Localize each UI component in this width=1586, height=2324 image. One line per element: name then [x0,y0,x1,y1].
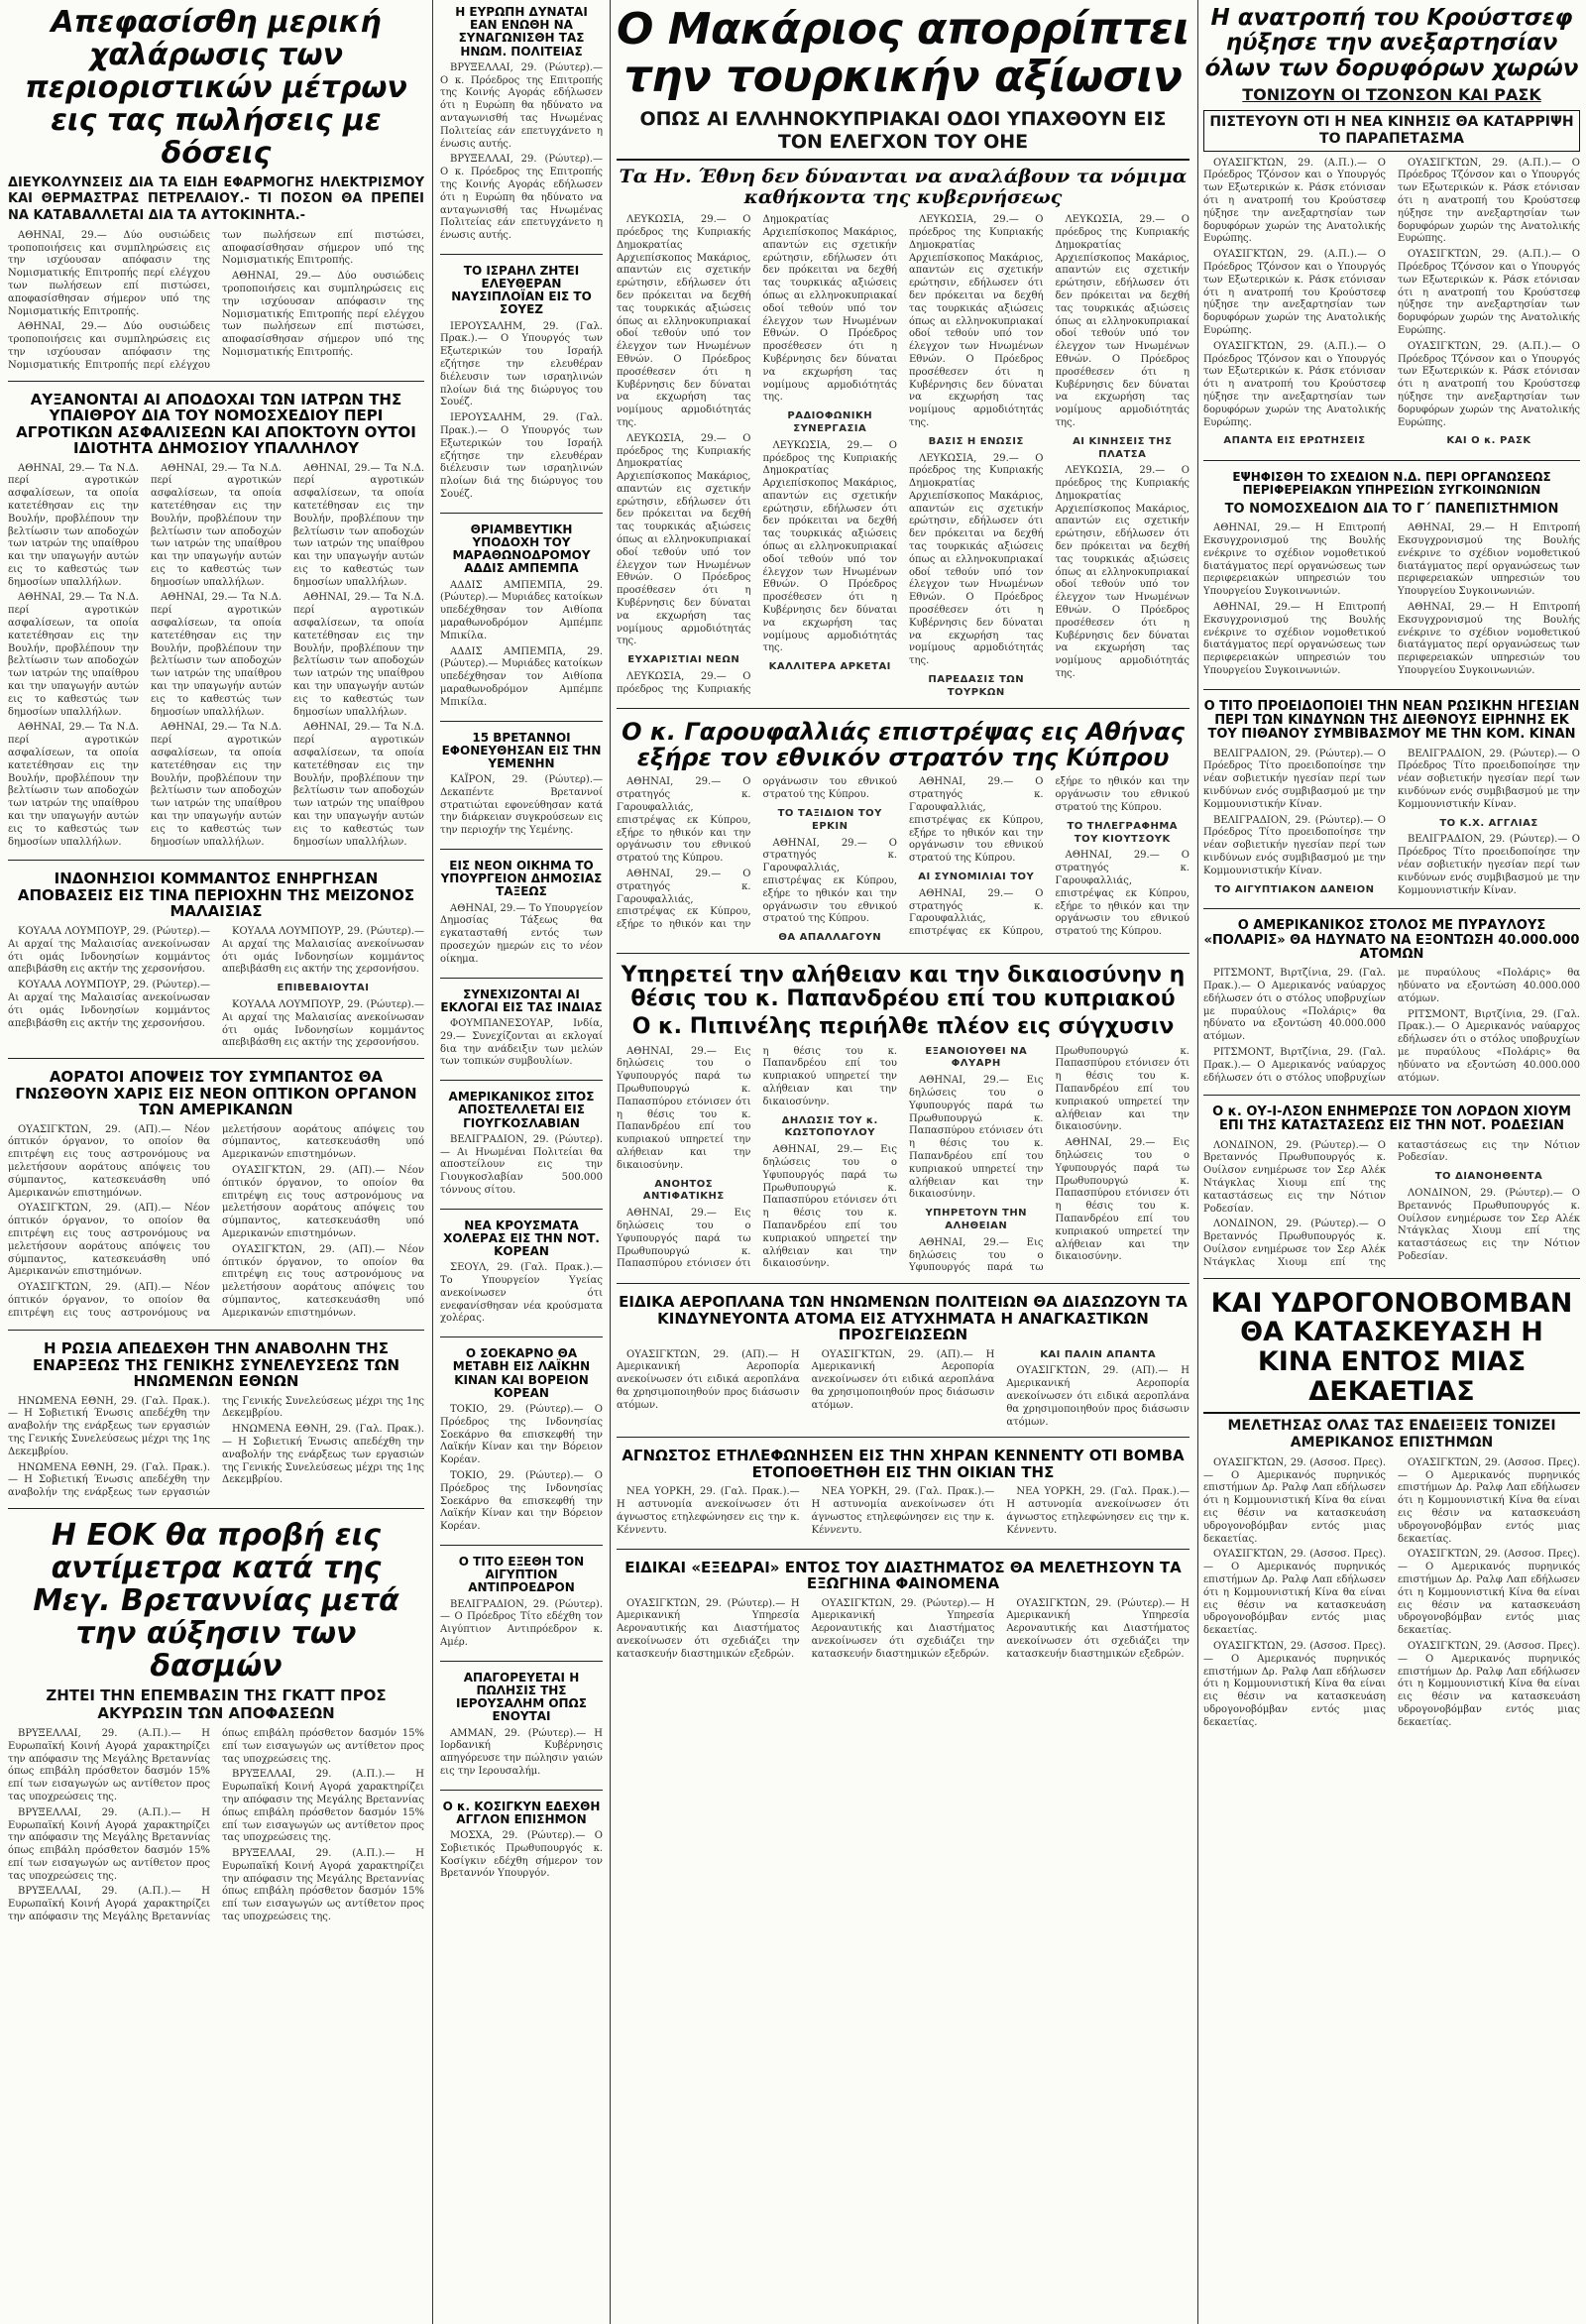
paragraph: ΦΟΥΜΠΑΝΕΣΟΥΑΡ, Ινδία, 29.— Συνεχίζονται αι εκλογαί δια την ανάδειξιν των μελών των τοπικών συμβουλίων. [440,1018,603,1068]
paragraph: ΗΝΩΜΕΝΑ ΕΘΝΗ, 29. (Γαλ. Πρακ.).— Η Σοβιετική Ένωσις απεδέχθη την αναβολήν της ενάρξεως των εργασιών της Γενικής Συνελεύσεως μέχρι της 1ης Δεκεμβρίου. [222,1424,424,1486]
paragraph: ΑΘΗΝΑΙ, 29.— Εις δηλώσεις του ο Υφυπουργός παρά τω Πρωθυπουργώ κ. Παπασπύρου ετόνισεν ότι η θέσις του κ. Παπανδρέου επί του κυπριακού υπηρετεί την αλήθειαν και την δικαιοσύνην. [909,1075,1044,1201]
article-body [440,1018,603,1069]
paragraph: ΑΘΗΝΑΙ, 29.— Η Επιτροπή Εκσυγχρονισμού της Βουλής ενέκρινε το σχέδιον νομοθετικού διατάγματος περί οργανώσεως των περιφερειακών υπηρεσιών του Υπουργείου Συγκοινωνιών. [1203,523,1386,598]
headline: Ο κ. ΟΥ-Ι-ΛΣΟΝ ΕΝΗΜΕΡΩΣΕ ΤΟΝ ΛΟΡΔΟΝ ΧΙΟΥΜ ΕΠΙ ΤΗΣ ΚΑΤΑΣΤΑΣΕΩΣ ΕΙΣ ΤΗΝ ΝΟΤ. ΡΟΔΕΣΙΑΝ [1212,1104,1571,1134]
paragraph: ΒΡΥΞΕΛΛΑΙ, 29. (Α.Π.).— Η Ευρωπαϊκή Κοινή Αγορά χαρακτηρίζει την απόφασιν της Μεγάλης Βρεταννίας όπως επιβάλη πρόσθετον δασμόν 15% επί των εισαγωγών ως αντίθετον προς τας υποχρεώσεις της. [8,1727,210,1802]
paragraph: ΑΘΗΝΑΙ, 29.— Δύο ουσιώδεις τροποποιήσεις και συμπληρώσεις εις την ισχύουσαν απόφασιν της Νομισματικής Επιτροπής περί ελέγχου των πωλήσεων επί πιστώσει, αποφασίσθησαν σήμερον υπό της Νομισματικής Επιτροπής. [8,229,424,371]
headline: ΕΙΔΙΚΑ ΑΕΡΟΠΛΑΝΑ ΤΩΝ ΗΝΩΜΕΝΩΝ ΠΟΛΙΤΕΙΩΝ ΘΑ ΔΙΑΣΩΖΟΥΝ ΤΑ ΚΙΝΔΥΝΕΥΟΝΤΑ ΑΤΟΜΑ ΕΙΣ ΑΤΥΧΗΜΑΤΑ Η ΑΝΑΓΚΑΣΤΙΚΩΝ ΠΡΟΣΓΕΙΩΣΕΩΝ [619,1293,1188,1344]
article-installments [8,6,424,382]
subhead: ΕΠΙΒΕΒΑΙΟΥΤΑΙ [277,983,370,994]
paragraph: ΑΘΗΝΑΙ, 29.— Τα Ν.Δ. περί αγροτικών ασφαλίσεων, τα οποία κατετέθησαν εις την Βουλήν, προβλέπουν την βελτίωσιν των αποδοχών των ιατρών της υπαίθρου και την υπαγωγήν αυτών εις το καθεστώς των δημοσίων υπαλλήλων. [151,722,282,848]
article-body [617,776,1190,945]
paragraph: ΚΟΥΑΛΑ ΛΟΥΜΠΟΥΡ, 29. (Ρώυτερ).— Αι αρχαί της Μαλαισίας ανεκοίνωσαν ότι ομάς Ινδονησίων κομμάντος απεβιβάσθη εις ακτήν της χερσονήσου. [222,998,424,1049]
subhead: ΘΑ ΑΠΑΛΛΑΓΟΥΝ [778,932,882,944]
paragraph: ΛΟΝΔΙΝΟΝ, 29. (Ρώυτερ).— Ο Βρεταννός Πρωθυπουργός κ. Ουίλσον ενημέρωσε τον Σερ Αλέκ Ντάγκλας Χιουμ επί της καταστάσεως εις την Νότιον Ροδεσίαν. [1398,1187,1580,1262]
paragraph: ΑΘΗΝΑΙ, 29.— Ο στρατηγός κ. Γαρουφαλλιάς, επιστρέψας εκ Κύπρου, εξήρε το ηθικόν και την οργάνωσιν του εθνικού στρατού της Κύπρου. [909,776,1044,865]
paragraph: ΡΙΤΣΜΟΝΤ, Βιρτζίνια, 29. (Γαλ. Πρακ.).— Ο Αμερικανός ναύαρχος εδήλωσεν ότι ο στόλος υποβρυχίων με πυραύλους «Πολάρις» θα ηδύνατο να εξοντώση 40.000.000 ατόμων. [1203,968,1580,1084]
paragraph: ΟΥΑΣΙΓΚΤΩΝ, 29. (ΑΠ).— Νέον όπτικόν όργανον, το οποίον θα επιτρέψη εις τους αστρονόμους να μελετήσουν αοράτους απόψεις του σύμπαντος, κατεσκευάσθη υπό Αμερικανών επιστημόνων. [222,1164,424,1239]
article-body [440,580,603,710]
headline: ΘΡΙΑΜΒΕΥΤΙΚΗ ΥΠΟΔΟΧΗ ΤΟΥ ΜΑΡΑΘΩΝΟΔΡΟΜΟΥ ΑΔΔΙΣ ΑΜΠΕΜΠΑ [452,522,591,576]
paragraph: ΗΝΩΜΕΝΑ ΕΘΝΗ, 29. (Γαλ. Πρακ.).— Η Σοβιετική Ένωσις απεδέχθη την αναβολήν της ενάρξεως των εργασιών της Γενικής Συνελεύσεως μέχρι της 1ης Δεκεμβρίου. [8,1395,210,1457]
paragraph: ΣΕΟΥΛ, 29. (Γαλ. Πρακ.).— Το Υπουργείον Υγείας ανεκοίνωσεν ότι ενεφανίσθησαν νέα κρούσματα χολέρας. [440,1262,603,1325]
subhead: ΤΟ ΤΑΞΙΔΙΟΝ ΤΟΥ ΕΡΚΙΝ [777,808,882,832]
paragraph: ΛΕΥΚΩΣΙΑ, 29.— Ο πρόεδρος της Κυπριακής Δημοκρατίας Αρχιεπίσκοπος Μακάριος, απαντών εις σχετικήν ερώτησιν, εδήλωσεν ότι δεν πρόκειται να δεχθή τας τουρκικάς αξιώσεις όπως αι ελληνοκυπριακαί οδοί τεθούν υπό τον έλεγχον των Ηνωμένων Εθνών. Ο Πρόεδρος προσέθεσεν ότι η Κυβέρνησις δεν δύναται να εκχωρήση τας νομίμους αρμοδιότητάς της. [617,214,751,428]
headline: Απεφασίσθη μερική χαλάρωσις των περιοριστικών μέτρων εις τας πωλήσεις με δόσεις [25,6,407,171]
article-telescope [8,1069,424,1331]
paragraph: ΑΘΗΝΑΙ, 29.— Εις δηλώσεις του ο Υφυπουργός παρά τω Πρωθυπουργώ κ. Παπασπύρου ετόνισεν ότι η θέσις του κ. Παπανδρέου επί του κυπριακού υπηρετεί την αλήθειαν και την δικαιοσύνην. [617,1045,751,1171]
paragraph: ΑΘΗΝΑΙ, 29.— Ο στρατηγός κ. Γαρουφαλλιάς, επιστρέψας εκ Κύπρου, εξήρε το ηθικόν και την οργάνωσιν του εθνικού στρατού της Κύπρου. [1055,850,1190,938]
paragraph: ΟΥΑΣΙΓΚΤΩΝ, 29. (Α.Π.).— Ο Πρόεδρος Τζόνσον και ο Υπουργός των Εξωτερικών κ. Ράσκ ετόνισαν ότι η ανατροπή του Κρούστσεφ ηύξησε την ανεξαρτησίαν των δορυφόρων χωρών της Ανατολικής Ευρώπης. [1398,340,1580,428]
paragraph: ΑΘΗΝΑΙ, 29.— Εις δηλώσεις του ο Υφυπουργός παρά τω Πρωθυπουργώ κ. Παπασπύρου ετόνισεν ότι η θέσις του κ. Παπανδρέου επί του κυπριακού υπηρετεί την αλήθειαν και την δικαιοσύνην. [1055,1137,1190,1263]
headline: ΙΝΔΟΝΗΣΙΟΙ ΚΟΜΜΑΝΤΟΣ ΕΝΗΡΓΗΣΑΝ ΑΠΟΒΑΣΕΙΣ ΕΙΣ ΤΙΝΑ ΠΕΡΙΟΧΗΝ ΤΗΣ ΜΕΙΖΟΝΟΣ ΜΑΛΑΙΣΙΑΣ [17,870,415,921]
paragraph: ΟΥΑΣΙΓΚΤΩΝ, 29. (Α.Π.).— Ο Πρόεδρος Τζόνσον και ο Υπουργός των Εξωτερικών κ. Ράσκ ετόνισαν ότι η ανατροπή του Κρούστσεφ ηύξησε την ανεξαρτησίαν των δορυφόρων χωρών της Ανατολικής Ευρώπης. [1398,249,1580,337]
paragraph: ΛΕΥΚΩΣΙΑ, 29.— Ο πρόεδρος της Κυπριακής Δημοκρατίας Αρχιεπίσκοπος Μακάριος, απαντών εις σχετικήν ερώτησιν, εδήλωσεν ότι δεν πρόκειται να δεχθή τας τουρκικάς αξιώσεις όπως αι ελληνοκυπριακαί οδοί τεθούν υπό τον έλεγχον των Ηνωμένων Εθνών. Ο Πρόεδρος προσέθεσεν ότι η Κυβέρνησις δεν δύναται να εκχωρήση τας νομίμους αρμοδιότητάς της. [909,214,1044,428]
paragraph: ΟΥΑΣΙΓΚΤΩΝ, 29. (Ασσοσ. Πρες).— Ο Αμερικανός πυρηνικός επιστήμων Δρ. Ραλφ Λαπ εδήλωσεν ότι η Κομμουνιστική Κίνα θα είναι εις θέσιν να κατασκευάση υδρογονοβόμβαν εντός μιας δεκαετίας. [1203,1549,1386,1637]
paragraph: ΝΕΑ ΥΟΡΚΗ, 29. (Γαλ. Πρακ.).— Η αστυνομία ανεκοίνωσεν ότι άγνωστος ετηλεφώνησεν εις την κ. Κέννεντυ. [811,1486,995,1536]
subheadline: ΟΠΩΣ ΑΙ ΕΛΛΗΝΟΚΥΠΡΙΑΚΑΙ ΟΔΟΙ ΥΠΑΧΘΟΥΝ ΕΙΣ ΤΟΝ ΕΛΕΓΧΟΝ ΤΟΥ ΟΗΕ [639,107,1167,153]
article-tito-warning [1203,700,1580,910]
article-body [440,1134,603,1198]
paragraph: ΟΥΑΣΙΓΚΤΩΝ, 29. (Ρώυτερ).— Η Αμερικανική Υπηρεσία Αεροναυτικής και Διαστήματος ανεκοίνωσεν ότι σχεδιάζει την κατασκευήν διαστημικών εξεδρών. [1006,1597,1190,1660]
paragraph: ΑΘΗΝΑΙ, 29.— Εις δηλώσεις του ο Υφυπουργός παρά τω Πρωθυπουργώ κ. Παπασπύρου ετόνισεν ότι η θέσις του κ. Παπανδρέου επί του κυπριακού υπηρετεί την αλήθειαν και την δικαιοσύνην. [617,1045,897,1270]
paragraph: ΚΟΥΑΛΑ ΛΟΥΜΠΟΥΡ, 29. (Ρώυτερ).— Αι αρχαί της Μαλαισίας ανεκοίνωσαν ότι ομάς Ινδονησίων κομμάντος απεβιβάσθη εις ακτήν της χερσονήσου. [8,980,210,1029]
headline: ΑΟΡΑΤΟΙ ΑΠΟΨΕΙΣ ΤΟΥ ΣΥΜΠΑΝΤΟΣ ΘΑ ΓΝΩΣΘΟΥΝ ΧΑΡΙΣ ΕΙΣ ΝΕΟΝ ΟΠΤΙΚΟΝ ΟΡΓΑΝΟΝ ΤΩΝ ΑΜΕΡΙΚΑΝΩΝ [15,1068,417,1119]
article-polaris [1203,919,1580,1096]
subhead: ΕΥΧΑΡΙΣΤΙΑΙ ΝΕΩΝ [627,654,740,666]
headline: ΤΟ ΙΣΡΑΗΛ ΖΗΤΕΙ ΕΛΕΥΘΕΡΑΝ ΝΑΥΣΙΠΛΟΪΑΝ ΕΙΣ ΤΟ ΣΟΥΕΖ [451,263,592,317]
column-rule [610,0,611,2324]
deck: ΠΙΣΤΕΥΟΥΝ ΟΤΙ Η ΝΕΑ ΚΙΝΗΣΙΣ ΘΑ ΚΑΤΑΡΡΙΨΗ ΤΟ ΠΑΡΑΠΕΤΑΣΜΑ [1203,110,1580,152]
subhead: ΤΟ Κ.Χ. ΑΓΓΛΙΑΣ [1439,817,1538,829]
subhead: ΕΞΑΝΟΙΟΥΘΕΙ ΝΑ ΦΛΥΑΡΗ [925,1045,1028,1070]
article-tito-egypt [440,1556,603,1662]
subhead: ΥΠΗΡΕΤΟΥΝ ΤΗΝ ΑΛΗΘΕΙΑΝ [925,1208,1028,1231]
paragraph: ΛΕΥΚΩΣΙΑ, 29.— Ο πρόεδρος της Κυπριακής Δημοκρατίας Αρχιεπίσκοπος Μακάριος, απαντών εις σχετικήν ερώτησιν, εδήλωσεν ότι δεν πρόκειται να δεχθή τας τουρκικάς αξιώσεις όπως αι ελληνοκυπριακαί οδοί τεθούν υπό τον έλεγχον των Ηνωμένων Εθνών. Ο Πρόεδρος προσέθεσεν ότι η Κυβέρνησις δεν δύναται να εκχωρήση τας νομίμους αρμοδιότητάς της. [617,432,751,647]
paragraph: ΒΡΥΞΕΛΛΑΙ, 29. (Ρώυτερ).— Ο κ. Πρόεδρος της Επιτροπής της Κοινής Αγοράς εδήλωσεν ότι η Ευρώπη θα ηδύνατο να ανταγωνισθή τας Ηνωμένας Πολιτείας εάν επετυγχάνετο η ένωσις αυτής. [440,154,603,242]
column-1 [8,6,424,2316]
article-makarios [617,6,1190,709]
article-garoufalias [617,719,1190,954]
paragraph: ΟΥΑΣΙΓΚΤΩΝ, 29. (Ασσοσ. Πρες).— Ο Αμερικανός πυρηνικός επιστήμων Δρ. Ραλφ Λαπ εδήλωσεν ότι η Κομμουνιστική Κίνα θα είναι εις θέσιν να κατασκευάση υδρογονοβόμβαν εντός μιας δεκαετίας. [1398,1641,1580,1728]
subhead: ΑΝΟΗΤΟΣ ΑΝΤΙΦΑΤΙΚΗΣ [642,1178,725,1203]
subhead: ΠΑΡΕΔΑΣΙΣ ΤΩΝ ΤΟΥΡΚΩΝ [928,674,1025,698]
column-3 [617,6,1190,2316]
paragraph: ΒΕΛΙΓΡΑΔΙΟΝ, 29. (Ρώυτερ).— Ο Πρόεδρος Τίτο εδέχθη τον Αιγύπτιον Αντιπρόεδρον κ. Αμέρ. [440,1598,603,1648]
article-body [440,903,603,967]
paragraph: ΑΘΗΝΑΙ, 29.— Δύο ουσιώδεις τροποποιήσεις και συμπληρώσεις εις την ισχύουσαν απόφασιν της Νομισματικής Επιτροπής περί ελέγχου των πωλήσεων επί πιστώσει, αποφασίσθησαν σήμερον υπό της Νομισματικής Επιτροπής. [222,271,424,358]
paragraph: ΑΘΗΝΑΙ, 29.— Τα Ν.Δ. περί αγροτικών ασφαλίσεων, τα οποία κατετέθησαν εις την Βουλήν, προβλέπουν την βελτίωσιν των αποδοχών των ιατρών της υπαίθρου και την υπαγωγήν αυτών εις το καθεστώς των δημοσίων υπαλλήλων. [8,722,139,848]
paragraph: ΒΡΥΞΕΛΛΑΙ, 29. (Ρώυτερ).— Ο κ. Πρόεδρος της Επιτροπής της Κοινής Αγοράς εδήλωσεν ότι η Ευρώπη θα ηδύνατο να ανταγωνισθή τας Ηνωμένας Πολιτείας εάν επετυγχάνετο η ένωσις αυτής. [440,61,603,150]
article-body [440,1728,603,1779]
paragraph: ΟΥΑΣΙΓΚΤΩΝ, 29. (ΑΠ).— Η Αμερικανική Αεροπορία ανεκοίνωσεν ότι ειδικά αεροπλάνα θα χρησιμοποιηθούν προς διάσωσιν ατόμων. [617,1348,800,1411]
article-marathon [440,523,603,722]
headline: ΣΥΝΕΧΙΖΟΝΤΑΙ ΑΙ ΕΚΛΟΓΑΙ ΕΙΣ ΤΑΣ ΙΝΔΙΑΣ [440,987,603,1014]
paragraph: ΑΘΗΝΑΙ, 29.— Η Επιτροπή Εκσυγχρονισμού της Βουλής ενέκρινε το σχέδιον νομοθετικού διατάγματος περί οργανώσεως των περιφερειακών υπηρεσιών του Υπουργείου Συγκοινωνιών. [1203,601,1386,676]
article-body [440,1830,603,1881]
paragraph: ΟΥΑΣΙΓΚΤΩΝ, 29. (ΑΠ).— Η Αμερικανική Αεροπορία ανεκοίνωσεν ότι ειδικά αεροπλάνα θα χρησιμοποιηθούν προς διάσωσιν ατόμων. [811,1348,995,1411]
paragraph: ΟΥΑΣΙΓΚΤΩΝ, 29. (Α.Π.).— Ο Πρόεδρος Τζόνσον και ο Υπουργός των Εξωτερικών κ. Ράσκ ετόνισαν ότι η ανατροπή του Κρούστσεφ ηύξησε την ανεξαρτησίαν των δορυφόρων χωρών της Ανατολικής Ευρώπης. [1203,157,1386,245]
paragraph: ΡΙΤΣΜΟΝΤ, Βιρτζίνια, 29. (Γαλ. Πρακ.).— Ο Αμερικανός ναύαρχος εδήλωσεν ότι ο στόλος υποβρυχίων με πυραύλους «Πολάρις» θα ηδύνατο να εξοντώση 40.000.000 ατόμων. [1203,968,1386,1043]
article-body [440,62,603,243]
subheadline: ΖΗΤΕΙ ΤΗΝ ΕΠΕΜΒΑΣΙΝ ΤΗΣ ΓΚΑΤΤ ΠΡΟΣ ΑΚΥΡΩΣΙΝ ΤΩΝ ΑΠΟΦΑΣΕΩΝ [46,1685,387,1722]
subheadline: ΤΟΝΙΖΟΥΝ ΟΙ ΤΖΟΝΣΟΝ ΚΑΙ ΡΑΣΚ [1242,84,1541,104]
paragraph: ΑΘΗΝΑΙ, 29.— Τα Ν.Δ. περί αγροτικών ασφαλίσεων, τα οποία κατετέθησαν εις την Βουλήν, προβλέπουν την βελτίωσιν των αποδοχών των ιατρών της υπαίθρου και την υπαγωγήν αυτών εις το καθεστώς των δημοσίων υπαλλήλων. [293,462,424,588]
paragraph: ΑΘΗΝΑΙ, 29.— Τα Ν.Δ. περί αγροτικών ασφαλίσεων, τα οποία κατετέθησαν εις την Βουλήν, προβλέπουν την βελτίωσιν των αποδοχών των ιατρών της υπαίθρου και την υπαγωγήν αυτών εις το καθεστώς των δημοσίων υπαλλήλων. [8,592,139,718]
article-body [440,1404,603,1534]
article-jerusalem [440,1672,603,1791]
paragraph: ΟΥΑΣΙΓΚΤΩΝ, 29. (Ασσοσ. Πρες).— Ο Αμερικανός πυρηνικός επιστήμων Δρ. Ραλφ Λαπ εδήλωσεν ότι η Κομμουνιστική Κίνα θα είναι εις θέσιν να κατασκευάση υδρογονοβόμβαν εντός μιας δεκαετίας. [1398,1549,1580,1637]
article-yemen [440,732,603,851]
article-kennedy [617,1448,1190,1549]
paragraph: ΚΟΥΑΛΑ ΛΟΥΜΠΟΥΡ, 29. (Ρώυτερ).— Αι αρχαί της Μαλαισίας ανεκοίνωσαν ότι ομάς Ινδονησίων κομμάντος απεβιβάσθη εις ακτήν της χερσονήσου. [8,925,210,976]
headline: ΑΓΝΩΣΤΟΣ ΕΤΗΛΕΦΩΝΗΣΕΝ ΕΙΣ ΤΗΝ ΧΗΡΑΝ ΚΕΝΝΕΝΤΥ ΟΤΙ ΒΟΜΒΑ ΕΤΟΠΟΘΕΤΗΘΗ ΕΙΣ ΤΗΝ ΟΙΚΙΑΝ ΤΗΣ [622,1447,1185,1481]
subhead: ΤΟ ΤΗΛΕΓΡΑΦΗΜΑ ΤΟΥ ΚΙΟΥΤΣΟΥΚ [1067,820,1179,845]
headline-secondary: Ο κ. Πιπινέλης περιήλθε πλέον εις σύγχυσιν [631,1014,1175,1040]
paragraph: ΑΘΗΝΑΙ, 29.— Η Επιτροπή Εκσυγχρονισμού της Βουλής ενέκρινε το σχέδιον νομοθετικού διατάγματος περί οργανώσεως των περιφερειακών υπηρεσιών του Υπουργείου Συγκοινωνιών. [1398,523,1580,598]
headline: ΑΠΑΓΟΡΕΥΕΤΑΙ Η ΠΩΛΗΣΙΣ ΤΗΣ ΙΕΡΟΥΣΑΛΗΜ ΟΠΩΣ ΕΝΟΥΤΑΙ [456,1670,587,1724]
subhead: ΔΗΛΩΣΙΣ ΤΟΥ κ. ΚΩΣΤΟΠΟΥΛΟΥ [781,1114,878,1139]
article-israel [440,265,603,514]
paragraph: ΚΑΪΡΟΝ, 29. (Ρώυτερ).— Δεκαπέντε Βρεταννοί στρατιώται εφονεύθησαν κατά την διάρκειαν συγκρούσεων εις την περιοχήν της Υεμένης. [440,774,603,837]
paragraph: ΑΘΗΝΑΙ, 29.— Τα Ν.Δ. περί αγροτικών ασφαλίσεων, τα οποία κατετέθησαν εις την Βουλήν, προβλέπουν την βελτίωσιν των αποδοχών των ιατρών της υπαίθρου και την υπαγωγήν αυτών εις το καθεστώς των δημοσίων υπαλλήλων. [293,722,424,848]
paragraph: ΑΘΗΝΑΙ, 29.— Ο στρατηγός κ. Γαρουφαλλιάς, επιστρέψας εκ Κύπρου, εξήρε το ηθικόν και την οργάνωσιν του εθνικού στρατού της Κύπρου. [762,837,897,925]
paragraph: ΑΘΗΝΑΙ, 29.— Η Επιτροπή Εκσυγχρονισμού της Βουλής ενέκρινε το σχέδιον νομοθετικού διατάγματος περί οργανώσεως των περιφερειακών υπηρεσιών του Υπουργείου Συγκοινωνιών. [1398,601,1580,676]
paragraph: ΑΘΗΝΑΙ, 29.— Εις δηλώσεις του ο Υφυπουργός παρά τω Πρωθυπουργώ κ. Παπασπύρου ετόνισεν ότι η θέσις του κ. Παπανδρέου επί του κυπριακού υπηρετεί την αλήθειαν και την δικαιοσύνην. [762,1144,897,1270]
article-body [8,926,424,1050]
article-body [440,1262,603,1326]
article-europe [440,6,603,255]
headline: Ο κ. ΚΟΣΙΓΚΥΝ ΕΔΕΧΘΗ ΑΓΓΛΟΝ ΕΠΙΣΗΜΟΝ [442,1799,601,1826]
article-papandreou [617,964,1190,1284]
article-un-assembly [8,1340,424,1509]
paragraph: ΑΘΗΝΑΙ, 29.— Τα Ν.Δ. περί αγροτικών ασφαλίσεων, τα οποία κατετέθησαν εις την Βουλήν, προβλέπουν την βελτίωσιν των αποδοχών των ιατρών της υπαίθρου και την υπαγωγήν αυτών εις το καθεστώς των δημοσίων υπαλλήλων. [8,462,139,588]
paragraph: ΑΘΗΝΑΙ, 29.— Το Υπουργείον Δημοσίας Τάξεως θα εγκατασταθή εντός των προσεχών ημερών εις το νέον οίκημα. [440,902,603,965]
article-body [8,230,424,373]
article-body [8,1728,424,1925]
article-body [8,1396,424,1500]
paragraph: ΤΟΚΙΟ, 29. (Ρώυτερ).— Ο Πρόεδρος της Ινδονησίας Σοεκάρνο θα επισκεφθή την Λαϊκήν Κίναν και την Βόρειον Κορέαν. [440,1470,603,1533]
article-body [617,1486,1190,1540]
paragraph: ΡΙΤΣΜΟΝΤ, Βιρτζίνια, 29. (Γαλ. Πρακ.).— Ο Αμερικανός ναύαρχος εδήλωσεν ότι ο στόλος υποβρυχίων με πυραύλους «Πολάρις» θα ηδύνατο να εξοντώση 40.000.000 ατόμων. [1398,1008,1580,1084]
paragraph: ΛΕΥΚΩΣΙΑ, 29.— Ο πρόεδρος της Κυπριακής Δημοκρατίας Αρχιεπίσκοπος Μακάριος, απαντών εις σχετικήν ερώτησιν, εδήλωσεν ότι δεν πρόκειται να δεχθή τας τουρκικάς αξιώσεις όπως αι ελληνοκυπριακαί οδοί τεθούν υπό τον έλεγχον των Ηνωμένων Εθνών. Ο Πρόεδρος προσέθεσεν ότι η Κυβέρνησις δεν δύναται να εκχωρήση τας νομίμους αρμοδιότητάς της. [762,439,897,654]
paragraph: ΑΘΗΝΑΙ, 29.— Δύο ουσιώδεις τροποποιήσεις και συμπληρώσεις εις την ισχύουσαν απόφασιν της Νομισματικής Επιτροπής περί ελέγχου των πωλήσεων επί πιστώσει, αποφασίσθησαν σήμερον υπό της Νομισματικής Επιτροπής. [8,229,210,317]
subheadline: ΜΕΛΕΤΗΣΑΣ ΟΛΑΣ ΤΑΣ ΕΝΔΕΙΞΕΙΣ ΤΟΝΙΖΕΙ ΑΜΕΡΙΚΑΝΟΣ ΕΠΙΣΤΗΜΩΝ [1203,1412,1580,1452]
article-eec [8,1519,424,1933]
column-rule [1197,0,1198,2324]
paragraph: ΟΥΑΣΙΓΚΤΩΝ, 29. (ΑΠ).— Νέον όπτικόν όργανον, το οποίον θα επιτρέψη εις τους αστρονόμους να μελετήσουν αοράτους απόψεις του σύμπαντος, κατεσκευάσθη υπό Αμερικανών επιστημόνων. [8,1203,210,1278]
headline: Ο ΤΙΤΟ ΕΞΕΘΗ ΤΟΝ ΑΙΓΥΠΤΙΟΝ ΑΝΤΙΠΡΟΕΔΡΟΝ [458,1555,585,1595]
paragraph: ΛΟΝΔΙΝΟΝ, 29. (Ρώυτερ).— Ο Βρεταννός Πρωθυπουργός κ. Ουίλσον ενημέρωσε τον Σερ Αλέκ Ντάγκλας Χιουμ επί της καταστάσεως εις την Νότιον Ροδεσίαν. [1203,1139,1580,1268]
paragraph: ΟΥΑΣΙΓΚΤΩΝ, 29. (ΑΠ).— Νέον όπτικόν όργανον, το οποίον θα επιτρέψη εις τους αστρονόμους να μελετήσουν αοράτους απόψεις του σύμπαντος, κατεσκευάσθη υπό Αμερικανών επιστημόνων. [8,1123,210,1199]
paragraph: ΑΔΔΙΣ ΑΜΠΕΜΠΑ, 29. (Ρώυτερ).— Μυριάδες κατοίκων υπεδέχθησαν τον Αιθίοπα μαραθωνοδρόμον Αμπέμπε Μπικίλα. [440,579,603,641]
subhead: ΚΑΙ Ο κ. ΡΑΣΚ [1446,435,1531,447]
headline: Ο ΣΟΕΚΑΡΝΟ ΘΑ ΜΕΤΑΒΗ ΕΙΣ ΛΑΪΚΗΝ ΚΙΝΑΝ ΚΑΙ ΒΟΡΕΙΟΝ ΚΟΡΕΑΝ [452,1346,591,1400]
headline: ΕΙΣ ΝΕΟΝ ΟΙΚΗΜΑ ΤΟ ΥΠΟΥΡΓΕΙΟΝ ΔΗΜΟΣΙΑΣ ΤΑΞΕΩΣ [440,859,603,899]
article-body [440,774,603,838]
paragraph: ΜΟΣΧΑ, 29. (Ρώυτερ).— Ο Σοβιετικός Πρωθυπουργός κ. Κοσίγκιν εδέχθη σήμερον τον Βρεταννόν Υπουργόν. [440,1830,603,1880]
headline: ΕΨΗΦΙΣΘΗ ΤΟ ΣΧΕΔΙΟΝ Ν.Δ. ΠΕΡΙ ΟΡΓΑΝΩΣΕΩΣ ΠΕΡΙΦΕΡΕΙΑΚΩΝ ΥΠΗΡΕΣΙΩΝ ΣΥΓΚΟΙΝΩΝΙΩΝ [1232,470,1551,498]
column-rule [432,0,433,2324]
article-body [8,463,424,853]
paragraph: ΟΥΑΣΙΓΚΤΩΝ, 29. (ΑΠ).— Η Αμερικανική Αεροπορία ανεκοίνωσεν ότι ειδικά αεροπλάνα θα χρησιμοποιηθούν προς διάσωσιν ατόμων. [1006,1365,1190,1428]
subhead: ΤΟ ΑΙΓΥΠΤΙΑΚΟΝ ΔΑΝΕΙΟΝ [1214,883,1375,895]
paragraph: ΟΥΑΣΙΓΚΤΩΝ, 29. (Ρώυτερ).— Η Αμερικανική Υπηρεσία Αεροναυτικής και Διαστήματος ανεκοίνωσεν ότι σχεδιάζει την κατασκευήν διαστημικών εξεδρών. [811,1597,995,1660]
headline: ΑΜΕΡΙΚΑΝΙΚΟΣ ΣΙΤΟΣ ΑΠΟΣΤΕΛΛΕΤΑΙ ΕΙΣ ΓΙΟΥΓΚΟΣΛΑΒΙΑΝ [448,1090,595,1130]
subhead: ΤΟ ΔΙΑΝΟΗΘΕΝΤΑ [1434,1171,1543,1183]
divider [617,159,1190,161]
article-china-hbomb [1203,1289,1580,1741]
paragraph: ΛΕΥΚΩΣΙΑ, 29.— Ο πρόεδρος της Κυπριακής Δημοκρατίας Αρχιεπίσκοπος Μακάριος, απαντών εις σχετικήν ερώτησιν, εδήλωσεν ότι δεν πρόκειται να δεχθή τας τουρκικάς αξιώσεις όπως αι ελληνοκυπριακαί οδοί τεθούν υπό τον έλεγχον των Ηνωμένων Εθνών. Ο Πρόεδρος προσέθεσεν ότι η Κυβέρνησις δεν δύναται να εκχωρήση τας νομίμους αρμοδιότητάς της. [1055,214,1190,428]
article-ministry [440,860,603,979]
paragraph: ΛΕΥΚΩΣΙΑ, 29.— Ο πρόεδρος της Κυπριακής Δημοκρατίας Αρχιεπίσκοπος Μακάριος, απαντών εις σχετικήν ερώτησιν, εδήλωσεν ότι δεν πρόκειται να δεχθή τας τουρκικάς αξιώσεις όπως αι ελληνοκυπριακαί οδοί τεθούν υπό τον έλεγχον των Ηνωμένων Εθνών. Ο Πρόεδρος προσέθεσεν ότι η Κυβέρνησις δεν δύναται να εκχωρήση τας νομίμους αρμοδιότητάς της. [617,214,897,695]
subhead: ΑΙ ΚΙΝΗΣΕΙΣ ΤΗΣ ΠΛΑΤΣΑ [1073,435,1173,460]
headline: Ο ΤΙΤΟ ΠΡΟΕΙΔΟΠΟΙΕΙ ΤΗΝ ΝΕΑΝ ΡΩΣΙΚΗΝ ΗΓΕΣΙΑΝ ΠΕΡΙ ΤΩΝ ΚΙΝΔΥΝΩΝ ΤΗΣ ΔΙΕΘΝΟΥΣ ΕΙΡΗΝΗΣ ΕΚ ΤΟΥ ΠΙΘΑΝΟΥ ΣΥΜΒΙΒΑΣΜΟΥ ΜΕ ΤΗΝ ΚΟΜ. ΚΙΝΑΝ [1203,698,1580,743]
paragraph: ΛΕΥΚΩΣΙΑ, 29.— Ο πρόεδρος της Κυπριακής Δημοκρατίας Αρχιεπίσκοπος Μακάριος, απαντών εις σχετικήν ερώτησιν, εδήλωσεν ότι δεν πρόκειται να δεχθή τας τουρκικάς αξιώσεις όπως αι ελληνοκυπριακαί οδοί τεθούν υπό τον έλεγχον των Ηνωμένων Εθνών. Ο Πρόεδρος προσέθεσεν ότι η Κυβέρνησις δεν δύναται να εκχωρήση τας νομίμους αρμοδιότητάς της. [1055,465,1190,680]
headline: Η ΕΥΡΩΠΗ ΔΥΝΑΤΑΙ ΕΑΝ ΕΝΩΘΗ ΝΑ ΣΥΝΑΓΩΝΙΣΘΗ ΤΑΣ ΗΝΩΜ. ΠΟΛΙΤΕΙΑΣ [455,6,588,58]
headline: Η ΡΩΣΙΑ ΑΠΕΔΕΧΘΗ ΤΗΝ ΑΝΑΒΟΛΗΝ ΤΗΣ ΕΝΑΡΞΕΩΣ ΤΗΣ ΓΕΝΙΚΗΣ ΣΥΝΕΛΕΥΣΕΩΣ ΤΩΝ ΗΝΩΜΕΝΩΝ ΕΘΝΩΝ [32,1339,400,1391]
deck: ΔΙΕΥΚΟΛΥΝΣΕΙΣ ΔΙΑ ΤΑ ΕΙΔΗ ΕΦΑΡΜΟΓΗΣ ΗΛΕΚΤΡΙΣΜΟΥ ΚΑΙ ΘΕΡΜΑΣΤΡΑΣ ΠΕΤΡΕΛΑΙΟΥ.- ΤΙ ΠΟΣΟΝ ΘΑ ΠΡΕΠΕΙ ΝΑ ΚΑΤΑΒΑΛΛΕΤΑΙ ΔΙΑ ΤΑ ΑΥΤΟΚΙΝΗΤΑ.- [8,175,424,223]
article-regional-services [1203,471,1580,690]
article-body [8,1124,424,1322]
article-doctors [8,392,424,862]
headline: 15 ΒΡΕΤΑΝΝΟΙ ΕΦΟΝΕΥΘΗΣΑΝ ΕΙΣ ΤΗΝ ΥΕΜΕΝΗΝ [441,730,602,770]
headline: Η ΕΟΚ θα προβή εις αντίμετρα κατά της Μεγ. Βρεταννίας μετά την αύξησιν των δασμών [33,1517,399,1684]
article-body [1203,749,1580,901]
paragraph: ΙΕΡΟΥΣΑΛΗΜ, 29. (Γαλ. Πρακ.).— Ο Υπουργός των Εξωτερικών του Ισραήλ εζήτησε την ελευθέραν διέλευσιν των ισραηλινών πλοίων διά της διώρυγος του Σουέζ. [440,320,603,408]
paragraph: ΟΥΑΣΙΓΚΤΩΝ, 29. (Ρώυτερ).— Η Αμερικανική Υπηρεσία Αεροναυτικής και Διαστήματος ανεκοίνωσεν ότι σχεδιάζει την κατασκευήν διαστημικών εξεδρών. [617,1597,800,1660]
article-cholera [440,1220,603,1338]
paragraph: ΑΘΗΝΑΙ, 29.— Εις δηλώσεις του ο Υφυπουργός παρά τω Πρωθυπουργώ κ. Παπασπύρου ετόνισεν ότι η θέσις του κ. Παπανδρέου επί του κυπριακού υπηρετεί την αλήθειαν και την δικαιοσύνην. [909,1045,1190,1274]
paragraph: ΟΥΑΣΙΓΚΤΩΝ, 29. (Ασσοσ. Πρες).— Ο Αμερικανός πυρηνικός επιστήμων Δρ. Ραλφ Λαπ εδήλωσεν ότι η Κομμουνιστική Κίνα θα είναι εις θέσιν να κατασκευάση υδρογονοβόμβαν εντός μιας δεκαετίας. [1398,1456,1580,1545]
paragraph: ΙΕΡΟΥΣΑΛΗΜ, 29. (Γαλ. Πρακ.).— Ο Υπουργός των Εξωτερικών του Ισραήλ εζήτησε την ελευθέραν διέλευσιν των ισραηλινών πλοίων διά της διώρυγος του Σουέζ. [440,412,603,501]
paragraph: ΒΕΛΙΓΡΑΔΙΟΝ, 29. (Ρώυτερ).— Ο Πρόεδρος Τίτο προειδοποίησε την νέαν σοβιετικήν ηγεσίαν περί των κινδύνων ενός συμβιβασμού με την Κομμουνιστικήν Κίναν. [1203,814,1386,876]
paragraph: ΑΘΗΝΑΙ, 29.— Ο στρατηγός κ. Γαρουφαλλιάς, επιστρέψας εκ Κύπρου, εξήρε το ηθικόν και την οργάνωσιν του εθνικού στρατού της Κύπρου. [909,776,1190,938]
paragraph: ΤΟΚΙΟ, 29. (Ρώυτερ).— Ο Πρόεδρος της Ινδονησίας Σοεκάρνο θα επισκεφθή την Λαϊκήν Κίναν και την Βόρειον Κορέαν. [440,1404,603,1466]
paragraph: ΗΝΩΜΕΝΑ ΕΘΝΗ, 29. (Γαλ. Πρακ.).— Η Σοβιετική Ένωσις απεδέχθη την αναβολήν της ενάρξεως των εργασιών της Γενικής Συνελεύσεως μέχρι της 1ης Δεκεμβρίου. [8,1395,424,1499]
paragraph: ΒΡΥΞΕΛΛΑΙ, 29. (Α.Π.).— Η Ευρωπαϊκή Κοινή Αγορά χαρακτηρίζει την απόφασιν της Μεγάλης Βρεταννίας όπως επιβάλη πρόσθετον δασμόν 15% επί των εισαγωγών ως αντίθετον προς τας υποχρεώσεις της. [222,1769,424,1844]
paragraph: ΑΔΔΙΣ ΑΜΠΕΜΠΑ, 29. (Ρώυτερ).— Μυριάδες κατοίκων υπεδέχθησαν τον Αιθίοπα μαραθωνοδρόμον Αμπέμπε Μπικίλα. [440,645,603,708]
paragraph: ΒΕΛΙΓΡΑΔΙΟΝ, 29. (Ρώυτερ).— Ο Πρόεδρος Τίτο προειδοποίησε την νέαν σοβιετικήν ηγεσίαν περί των κινδύνων ενός συμβιβασμού με την Κομμουνιστικήν Κίναν. [1398,748,1580,810]
column-2 [440,6,603,2316]
article-body [440,1599,603,1650]
paragraph: ΛΟΝΔΙΝΟΝ, 29. (Ρώυτερ).— Ο Βρεταννός Πρωθυπουργός κ. Ουίλσον ενημέρωσε τον Σερ Αλέκ Ντάγκλας Χιουμ επί της καταστάσεως εις την Νότιον Ροδεσίαν. [1203,1139,1386,1215]
article-space-platforms [617,1560,1190,1673]
paragraph: ΒΕΛΙΓΡΑΔΙΟΝ, 29. (Ρώυτερ).— Ο Πρόεδρος Τίτο προειδοποίησε την νέαν σοβιετικήν ηγεσίαν περί των κινδύνων ενός συμβιβασμού με την Κομμουνιστικήν Κίναν. [1398,834,1580,896]
headline: Ο ΑΜΕΡΙΚΑΝΙΚΟΣ ΣΤΟΛΟΣ ΜΕ ΠΥΡΑΥΛΟΥΣ «ΠΟΛΑΡΙΣ» ΘΑ ΗΔΥΝΑΤΟ ΝΑ ΕΞΟΝΤΩΣΗ 40.000.000 ΑΤΟΜΩΝ [1203,918,1580,962]
paragraph: ΟΥΑΣΙΓΚΤΩΝ, 29. (Ασσοσ. Πρες).— Ο Αμερικανός πυρηνικός επιστήμων Δρ. Ραλφ Λαπ εδήλωσεν ότι η Κομμουνιστική Κίνα θα είναι εις θέσιν να κατασκευάση υδρογονοβόμβαν εντός μιας δεκαετίας. [1203,1641,1386,1728]
paragraph: ΝΕΑ ΥΟΡΚΗ, 29. (Γαλ. Πρακ.).— Η αστυνομία ανεκοίνωσεν ότι άγνωστος ετηλεφώνησεν εις την κ. Κέννεντυ. [1006,1486,1190,1536]
subhead: ΑΙ ΣΥΝΟΜΙΛΙΑΙ ΤΟΥ [918,872,1035,882]
headline: ΑΥΞΑΝΟΝΤΑΙ ΑΙ ΑΠΟΔΟΧΑΙ ΤΩΝ ΙΑΤΡΩΝ ΤΗΣ ΥΠΑΙΘΡΟΥ ΔΙΑ ΤΟΥ ΝΟΜΟΣΧΕΔΙΟΥ ΠΕΡΙ ΑΓΡΟΤΙΚΩΝ ΑΣΦΑΛΙΣΕΩΝ ΚΑΙ ΑΠΟΚΤΟΥΝ ΟΥΤΟΙ ΙΔΙΟΤΗΤΑ ΔΗΜΟΣΙΟΥ ΥΠΑΛΛΗΛΟΥ [16,390,416,458]
paragraph: ΑΘΗΝΑΙ, 29.— Τα Ν.Δ. περί αγροτικών ασφαλίσεων, τα οποία κατετέθησαν εις την Βουλήν, προβλέπουν την βελτίωσιν των αποδοχών των ιατρών της υπαίθρου και την υπαγωγήν αυτών εις το καθεστώς των δημοσίων υπαλλήλων. [293,592,424,718]
paragraph: ΒΕΛΙΓΡΑΔΙΟΝ, 29. (Ρώυτερ).— Αι Ηνωμέναι Πολιτείαι θα αποστείλουν εις την Γιουγκοσλαβίαν 500.000 τόννους σίτου. [440,1133,603,1196]
headline: ΚΑΙ ΥΔΡΟΓΟΝΟΒΟΜΒΑΝ ΘΑ ΚΑΤΑΣΚΕΥΑΣΗ Η ΚΙΝΑ ΕΝΤΟΣ ΜΙΑΣ ΔΕΚΑΕΤΙΑΣ [1210,1287,1573,1407]
article-khrushchev [1203,6,1580,461]
paragraph: ΟΥΑΣΙΓΚΤΩΝ, 29. (ΑΠ).— Νέον όπτικόν όργανον, το οποίον θα επιτρέψη εις τους αστρονόμους να μελετήσουν αοράτους απόψεις του σύμπαντος, κατεσκευάσθη υπό Αμερικανών επιστημόνων. [8,1123,424,1319]
paragraph: ΑΜΜΑΝ, 29. (Ρώυτερ).— Η Ιορδανική Κυβέρνησις απηγόρευσε την πώλησιν γαιών εις την Ιερουσαλήμ. [440,1727,603,1777]
headline: Ο κ. Γαρουφαλλιάς επιστρέψας εις Αθήνας εξήρε τον εθνικόν στρατόν της Κύπρου [622,717,1185,772]
paragraph: ΚΟΥΑΛΑ ΛΟΥΜΠΟΥΡ, 29. (Ρώυτερ).— Αι αρχαί της Μαλαισίας ανεκοίνωσαν ότι ομάς Ινδονησίων κομμάντος απεβιβάσθη εις ακτήν της χερσονήσου. [222,925,424,976]
paragraph: ΟΥΑΣΙΓΚΤΩΝ, 29. (Α.Π.).— Ο Πρόεδρος Τζόνσον και ο Υπουργός των Εξωτερικών κ. Ράσκ ετόνισαν ότι η ανατροπή του Κρούστσεφ ηύξησε την ανεξαρτησίαν των δορυφόρων χωρών της Ανατολικής Ευρώπης. [1203,249,1386,337]
article-body [1203,1140,1580,1270]
column-4 [1203,6,1580,2316]
article-wheat [440,1091,603,1210]
paragraph: ΑΘΗΝΑΙ, 29.— Τα Ν.Δ. περί αγροτικών ασφαλίσεων, τα οποία κατετέθησαν εις την Βουλήν, προβλέπουν την βελτίωσιν των αποδοχών των ιατρών της υπαίθρου και την υπαγωγήν αυτών εις το καθεστώς των δημοσίων υπαλλήλων. [151,462,282,588]
paragraph: ΒΡΥΞΕΛΛΑΙ, 29. (Α.Π.).— Η Ευρωπαϊκή Κοινή Αγορά χαρακτηρίζει την απόφασιν της Μεγάλης Βρεταννίας όπως επιβάλη πρόσθετον δασμόν 15% επί των εισαγωγών ως αντίθετον προς τας υποχρεώσεις της. [8,1727,424,1923]
article-india [440,988,603,1082]
article-body [617,214,1190,699]
headline: ΝΕΑ ΚΡΟΥΣΜΑΤΑ ΧΟΛΕΡΑΣ ΕΙΣ ΤΗΝ ΝΟΤ. ΚΟΡΕΑΝ [443,1218,600,1259]
paragraph: ΑΘΗΝΑΙ, 29.— Ο στρατηγός κ. Γαρουφαλλιάς, επιστρέψας εκ Κύπρου, εξήρε το ηθικόν και την οργάνωσιν του εθνικού στρατού της Κύπρου. [617,776,897,931]
article-body [1203,158,1580,453]
article-body [1203,1457,1580,1733]
paragraph: ΒΡΥΞΕΛΛΑΙ, 29. (Α.Π.).— Η Ευρωπαϊκή Κοινή Αγορά χαρακτηρίζει την απόφασιν της Μεγάλης Βρεταννίας όπως επιβάλη πρόσθετον δασμόν 15% επί των εισαγωγών ως αντίθετον προς τας υποχρεώσεις της. [222,1848,424,1923]
paragraph: ΟΥΑΣΙΓΚΤΩΝ, 29. (Α.Π.).— Ο Πρόεδρος Τζόνσον και ο Υπουργός των Εξωτερικών κ. Ράσκ ετόνισαν ότι η ανατροπή του Κρούστσεφ ηύξησε την ανεξαρτησίαν των δορυφόρων χωρών της Ανατολικής Ευρώπης. [1203,340,1386,428]
headline: Υπηρετεί την αλήθειαν και την δικαιοσύνην η θέσις του κ. Παπανδρέου επί του κυπριακού [621,962,1186,1012]
paragraph: ΑΘΗΝΑΙ, 29.— Τα Ν.Δ. περί αγροτικών ασφαλίσεων, τα οποία κατετέθησαν εις την Βουλήν, προβλέπουν την βελτίωσιν των αποδοχών των ιατρών της υπαίθρου και την υπαγωγήν αυτών εις το καθεστώς των δημοσίων υπαλλήλων. [151,592,282,718]
article-sukarno [440,1347,603,1546]
subhead: ΚΑΛΛΙΤΕΡΑ ΑΡΚΕΤΑΙ [768,661,891,673]
subhead: ΡΑΔΙΟΦΩΝΙΚΗ ΣΥΝΕΡΓΑΣΙΑ [787,410,873,434]
article-rescue-planes [617,1294,1190,1438]
article-body [1203,523,1580,681]
subhead: ΒΑΣΙΣ Η ΕΝΩΣΙΣ [928,435,1024,447]
headline: ΕΙΔΙΚΑΙ «ΕΞΕΔΡΑΙ» ΕΝΤΟΣ ΤΟΥ ΔΙΑΣΤΗΜΑΤΟΣ ΘΑ ΜΕΛΕΤΗΣΟΥΝ ΤΑ ΕΞΩΓΗΙΝΑ ΦΑΙΝΟΜΕΝΑ [624,1558,1182,1593]
subheadline: ΤΟ ΝΟΜΟΣΧΕΔΙΟΝ ΔΙΑ ΤΟ Γ΄ ΠΑΝΕΠΙΣΤΗΜΙΟΝ [1224,501,1559,517]
paragraph: ΝΕΑ ΥΟΡΚΗ, 29. (Γαλ. Πρακ.).— Η αστυνομία ανεκοίνωσεν ότι άγνωστος ετηλεφώνησεν εις την κ. Κέννεντυ. [617,1486,800,1536]
paragraph: ΒΕΛΙΓΡΑΔΙΟΝ, 29. (Ρώυτερ).— Ο Πρόεδρος Τίτο προειδοποίησε την νέαν σοβιετικήν ηγεσίαν περί των κινδύνων ενός συμβιβασμού με την Κομμουνιστικήν Κίναν. [1203,748,1386,810]
paragraph: ΟΥΑΣΙΓΚΤΩΝ, 29. (ΑΠ).— Νέον όπτικόν όργανον, το οποίον θα επιτρέψη εις τους αστρονόμους να μελετήσουν αοράτους απόψεις του σύμπαντος, κατεσκευάσθη υπό Αμερικανών επιστημόνων. [222,1243,424,1319]
article-body [617,1046,1190,1276]
subhead: ΑΠΑΝΤΑ ΕΙΣ ΕΡΩΤΗΣΕΙΣ [1223,435,1366,447]
article-wilson [1203,1105,1580,1279]
article-kosygin [440,1801,603,1893]
subhead: ΚΑΙ ΠΑΛΙΝ ΑΠΑΝΤΑ [1040,1348,1157,1360]
article-indonesia [8,871,424,1059]
paragraph: ΛΕΥΚΩΣΙΑ, 29.— Ο πρόεδρος της Κυπριακής Δημοκρατίας Αρχιεπίσκοπος Μακάριος, απαντών εις σχετικήν ερώτησιν, εδήλωσεν ότι δεν πρόκειται να δεχθή τας τουρκικάς αξιώσεις όπως αι ελληνοκυπριακαί οδοί τεθούν υπό τον έλεγχον των Ηνωμένων Εθνών. Ο Πρόεδρος προσέθεσεν ότι η Κυβέρνησις δεν δύναται να εκχωρήση τας νομίμους αρμοδιότητάς της. [909,452,1044,667]
banner-headline: Ο Μακάριος απορρίπτει την τουρκικήν αξίωσιν [617,6,1190,103]
article-body [617,1598,1190,1665]
article-body [440,321,603,502]
headline: Η ανατροπή του Κρούστσεφ ηύξησε την ανεξαρτησίαν όλων των δορυφόρων χωρών [1204,6,1579,81]
paragraph: ΑΘΗΝΑΙ, 29.— Ο στρατηγός κ. Γαρουφαλλιάς, επιστρέψας εκ Κύπρου, εξήρε το ηθικόν και την οργάνωσιν του εθνικού στρατού της Κύπρου. [617,776,751,865]
deck-headline: Τα Ην. Έθνη δεν δύνανται να αναλάβουν τα νόμιμα καθήκοντα της κυβερνήσεως [619,166,1188,209]
paragraph: ΒΡΥΞΕΛΛΑΙ, 29. (Α.Π.).— Η Ευρωπαϊκή Κοινή Αγορά χαρακτηρίζει την απόφασιν της Μεγάλης Βρεταννίας όπως επιβάλη πρόσθετον δασμόν 15% επί των εισαγωγών ως αντίθετον προς τας υποχρεώσεις της. [8,1806,210,1882]
paragraph: ΟΥΑΣΙΓΚΤΩΝ, 29. (Ασσοσ. Πρες).— Ο Αμερικανός πυρηνικός επιστήμων Δρ. Ραλφ Λαπ εδήλωσεν ότι η Κομμουνιστική Κίνα θα είναι εις θέσιν να κατασκευάση υδρογονοβόμβαν εντός μιας δεκαετίας. [1203,1456,1386,1545]
article-body [1203,968,1580,1087]
article-body [617,1349,1190,1430]
paragraph: ΟΥΑΣΙΓΚΤΩΝ, 29. (Α.Π.).— Ο Πρόεδρος Τζόνσον και ο Υπουργός των Εξωτερικών κ. Ράσκ ετόνισαν ότι η ανατροπή του Κρούστσεφ ηύξησε την ανεξαρτησίαν των δορυφόρων χωρών της Ανατολικής Ευρώπης. [1398,157,1580,245]
